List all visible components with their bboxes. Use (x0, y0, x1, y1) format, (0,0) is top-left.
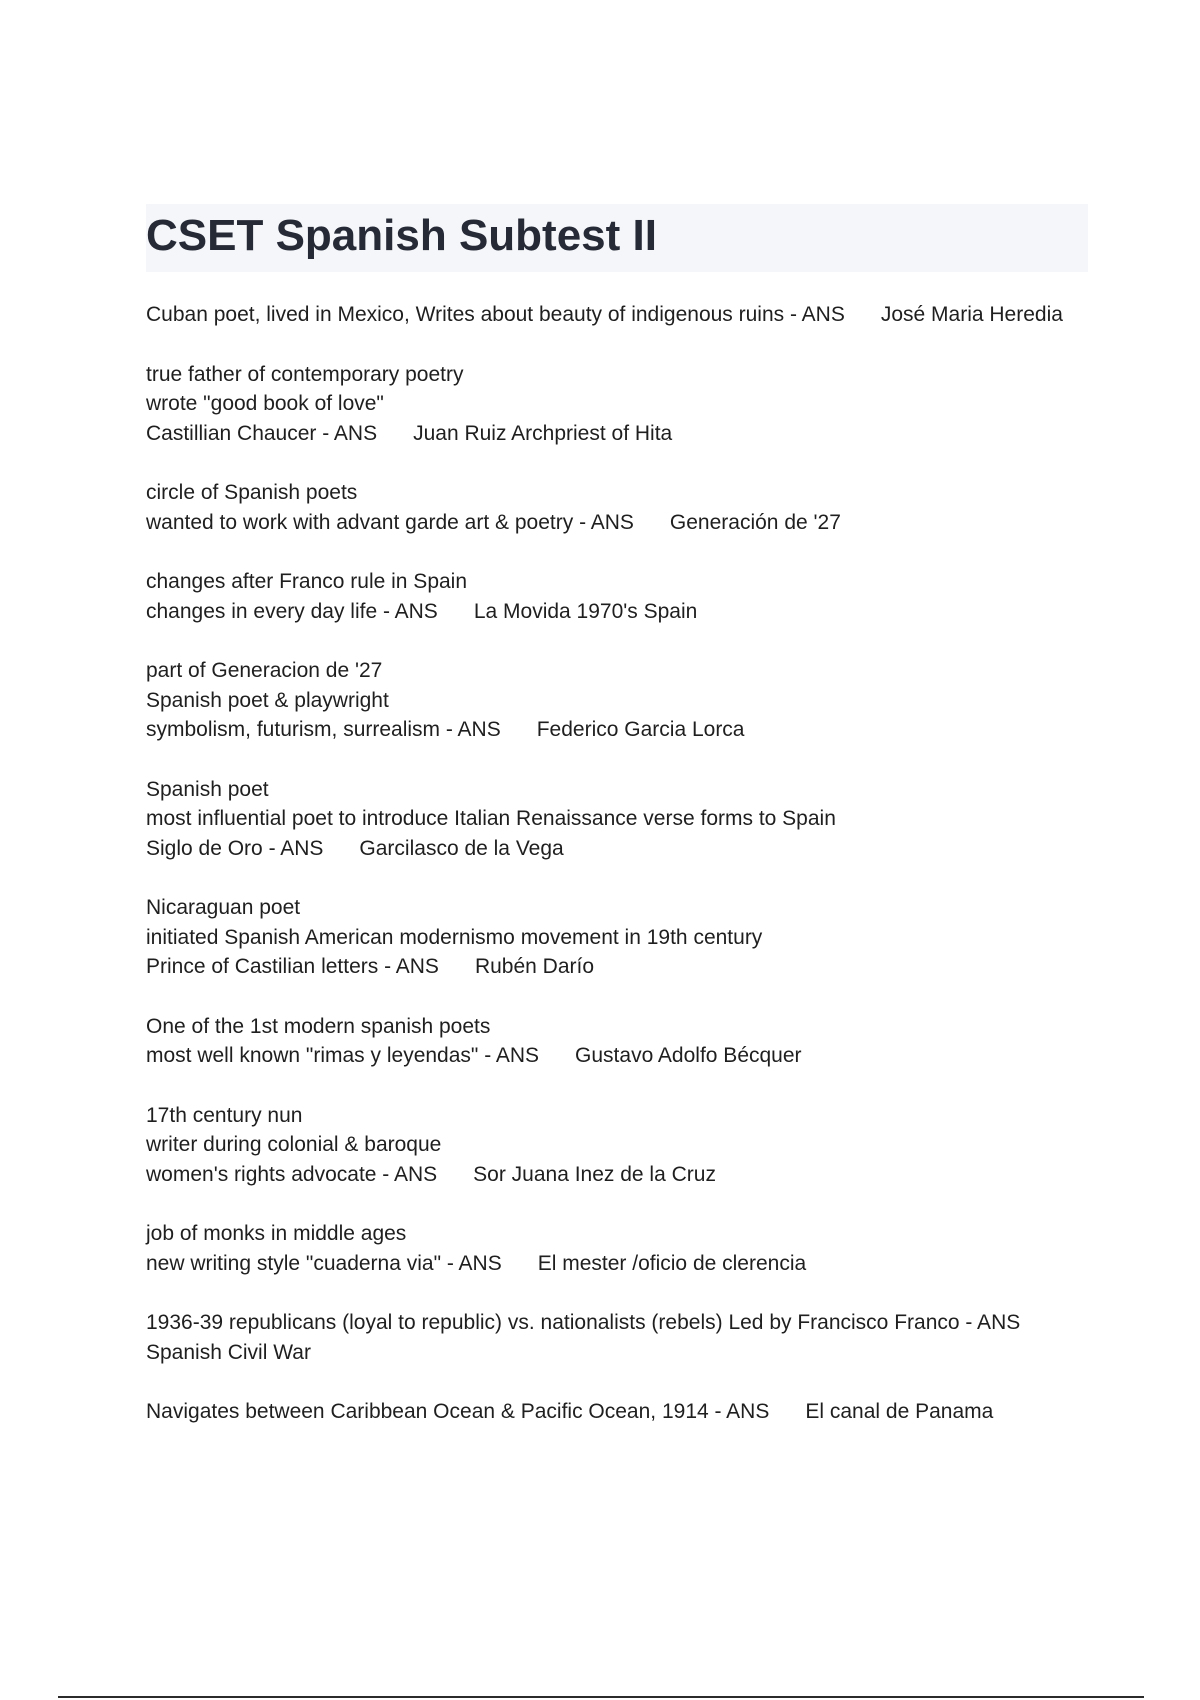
question-line (146, 834, 1088, 864)
answer-text: Sor Juana Inez de la Cruz (473, 1162, 716, 1186)
question-line (146, 567, 1088, 597)
question-text: Prince of Castilian letters - ANS (146, 955, 439, 978)
answer-text: Rubén Darío (474, 955, 595, 978)
flashcard-entry (146, 567, 1088, 626)
title-band (146, 204, 1088, 272)
question-text: symbolism, futurism, surrealism - ANS (146, 718, 501, 741)
question-line (146, 775, 1088, 805)
flashcard-entry (146, 1012, 1088, 1071)
flashcard-entry (146, 893, 1088, 982)
question-line (146, 597, 1088, 627)
question-text: wanted to work with advant garde art & poetry - ANS (146, 510, 634, 534)
question-text: true father of contemporary poetry (146, 362, 464, 386)
question-line (146, 804, 1088, 834)
question-line (146, 1012, 1088, 1042)
question-text: Navigates between Caribbean Ocean & Pacific Ocean, 1914 - ANS (146, 1400, 770, 1423)
question-line (146, 478, 1088, 508)
answer-text: Garcilasco de la Vega (359, 836, 564, 860)
flashcard-entry (146, 775, 1088, 864)
question-text: Spanish poet & playwright (146, 688, 389, 712)
question-text: Cuban poet, lived in Mexico, Writes about beauty of indigenous ruins - ANS (146, 303, 845, 326)
answer-text: El mester /oficio de clerencia (537, 1251, 807, 1275)
question-line (146, 893, 1088, 923)
answer-text: José Maria Heredia (880, 303, 1063, 326)
question-line (146, 923, 1088, 953)
document-title: CSET Spanish Subtest II (146, 211, 657, 260)
question-line (146, 1249, 1088, 1279)
question-line (146, 389, 1088, 419)
footer-divider (58, 1696, 1144, 1698)
question-text: One of the 1st modern spanish poets (146, 1014, 491, 1038)
answer-text: La Movida 1970's Spain (473, 599, 698, 623)
question-line (146, 1397, 1088, 1427)
question-line (146, 360, 1088, 390)
question-text: changes after Franco rule in Spain (146, 570, 468, 593)
question-line (146, 686, 1088, 716)
answer-text: Juan Ruiz Archpriest of Hita (413, 421, 673, 445)
question-line (146, 715, 1088, 745)
question-text: part of Generacion de '27 (146, 659, 383, 682)
flashcard-entry (146, 1308, 1088, 1367)
question-text: 1936-39 republicans (loyal to republic) vs. nationalists (rebels) Led by Francisco Franco - ANS (146, 1311, 1021, 1334)
flashcard-entry (146, 360, 1088, 449)
question-text: circle of Spanish poets (146, 481, 358, 504)
question-text: Castillian Chaucer - ANS (146, 421, 378, 445)
question-line (146, 1308, 1088, 1367)
question-text: 17th century nun (146, 1103, 303, 1127)
question-text: initiated Spanish American modernismo movement in 19th century (146, 925, 763, 949)
question-text: new writing style "cuaderna via" - ANS (146, 1251, 502, 1275)
question-line (146, 419, 1088, 449)
question-text: Nicaraguan poet (146, 896, 301, 919)
question-text: job of monks in middle ages (146, 1222, 407, 1245)
question-line (146, 300, 1088, 330)
flashcard-entry (146, 300, 1088, 330)
question-line (146, 1160, 1088, 1190)
flashcard-entry (146, 1219, 1088, 1278)
question-line (146, 1219, 1088, 1249)
question-text: Spanish poet (146, 777, 269, 801)
flashcard-entry (146, 1397, 1088, 1427)
question-line (146, 1041, 1088, 1071)
answer-text: Federico Garcia Lorca (536, 718, 745, 741)
question-text: changes in every day life - ANS (146, 599, 438, 623)
answer-text: El canal de Panama (805, 1400, 994, 1423)
flashcard-entry (146, 656, 1088, 745)
flashcard-entry (146, 478, 1088, 537)
flashcard-list (146, 300, 1088, 1457)
answer-text: Generación de '27 (669, 510, 841, 534)
question-line (146, 952, 1088, 982)
question-text: most well known "rimas y leyendas" - ANS (146, 1044, 540, 1067)
question-line (146, 656, 1088, 686)
question-line (146, 508, 1088, 538)
answer-text: Spanish Civil War (146, 1340, 311, 1364)
flashcard-entry (146, 1101, 1088, 1190)
question-line (146, 1130, 1088, 1160)
question-text: Siglo de Oro - ANS (146, 836, 324, 860)
question-text: writer during colonial & baroque (146, 1133, 442, 1156)
answer-text: Gustavo Adolfo Bécquer (575, 1044, 802, 1067)
question-text: wrote "good book of love" (146, 392, 384, 415)
question-text: most influential poet to introduce Italian Renaissance verse forms to Spain (146, 807, 836, 830)
question-line (146, 1101, 1088, 1131)
question-text: women's rights advocate - ANS (146, 1162, 438, 1186)
